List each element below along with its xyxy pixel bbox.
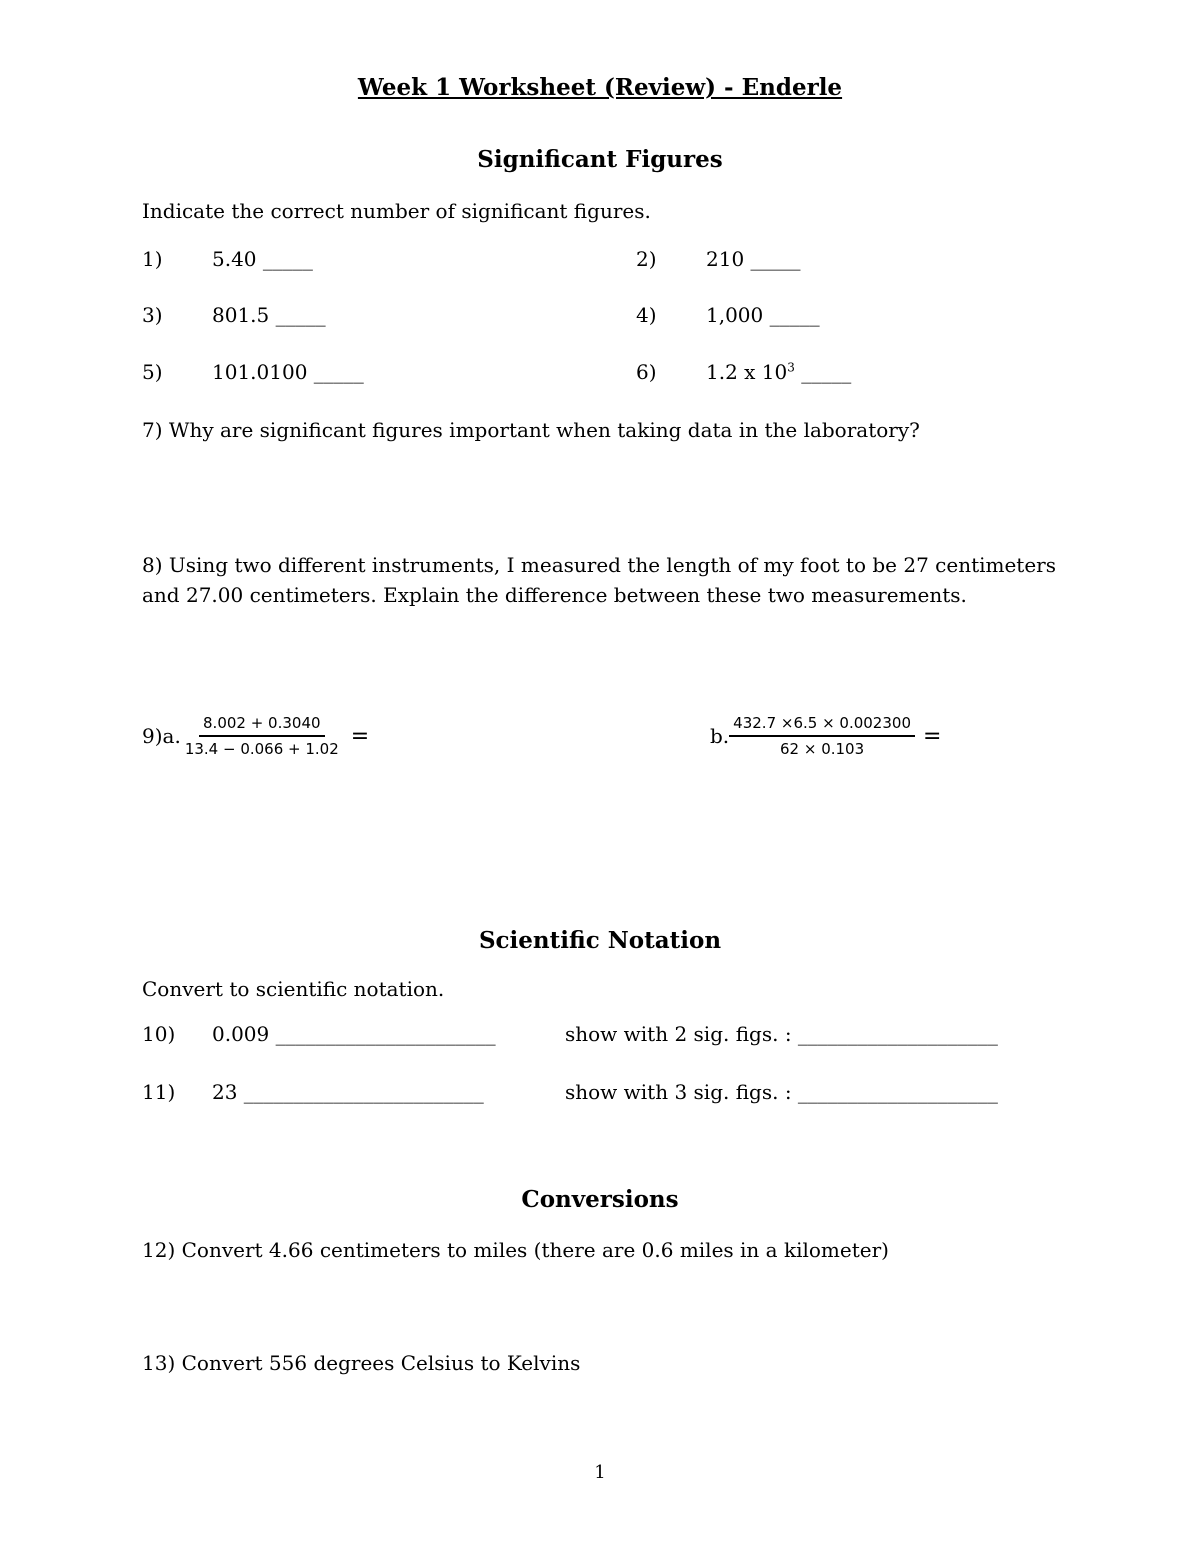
question-number: 3)	[142, 303, 163, 327]
question-value: 0.009 ______________________	[212, 1022, 496, 1046]
question-number: 1)	[142, 247, 163, 271]
question-number: 5)	[142, 360, 163, 384]
question-number: 11)	[142, 1080, 176, 1104]
heading-significant-figures: Significant Figures	[477, 146, 723, 173]
fraction-9b-denominator: 62 × 0.103	[780, 740, 865, 758]
question-9a-label: 9)a.	[142, 724, 181, 748]
question-7: 7) Why are significant figures important when taking data in the laboratory?	[142, 418, 920, 442]
heading-scientific-notation: Scientific Notation	[478, 927, 722, 954]
question-value: 23 ________________________	[212, 1080, 484, 1104]
equals-sign: =	[350, 723, 370, 749]
value-blank: _____	[794, 360, 852, 384]
sci-notation-instruction: Convert to scientific notation.	[142, 977, 445, 1001]
question-value: 5.40 _____	[212, 247, 313, 271]
worksheet-title: Week 1 Worksheet (Review) - Enderle	[357, 74, 843, 101]
question-extra: show with 3 sig. figs. : ____________________	[565, 1080, 998, 1104]
question-extra: show with 2 sig. figs. : ____________________	[565, 1022, 998, 1046]
question-9a	[142, 714, 369, 758]
question-value	[706, 360, 851, 384]
value-base: 1.2 x 10	[706, 360, 788, 384]
question-number: 2)	[636, 247, 657, 271]
equals-sign: =	[922, 723, 942, 749]
question-13: 13) Convert 556 degrees Celsius to Kelvins	[142, 1351, 581, 1375]
question-value: 801.5 _____	[212, 303, 326, 327]
question-8-line-2: and 27.00 centimeters. Explain the difference between these two measurements.	[142, 583, 967, 607]
question-12: 12) Convert 4.66 centimeters to miles (there are 0.6 miles in a kilometer)	[142, 1238, 889, 1262]
question-value: 101.0100 _____	[212, 360, 364, 384]
question-9b-label: b.	[710, 724, 730, 748]
fraction-9a-numerator: 8.002 + 0.3040	[199, 714, 325, 737]
question-value: 210 _____	[706, 247, 801, 271]
sig-figs-instruction: Indicate the correct number of significant figures.	[142, 199, 651, 223]
question-number: 6)	[636, 360, 657, 384]
value-exponent: 3	[787, 360, 795, 375]
question-value: 1,000 _____	[706, 303, 820, 327]
question-9b	[710, 714, 941, 758]
heading-conversions: Conversions	[521, 1186, 679, 1213]
page-number: 1	[594, 1462, 606, 1483]
question-number: 4)	[636, 303, 657, 327]
fraction-9b	[729, 714, 915, 758]
question-number: 10)	[142, 1022, 176, 1046]
fraction-9a-denominator: 13.4 − 0.066 + 1.02	[184, 740, 339, 758]
question-8-line-1: 8) Using two different instruments, I measured the length of my foot to be 27 centimeters	[142, 553, 1057, 577]
fraction-9b-numerator: 432.7 ×6.5 × 0.002300	[729, 714, 915, 737]
fraction-9a	[181, 714, 343, 758]
